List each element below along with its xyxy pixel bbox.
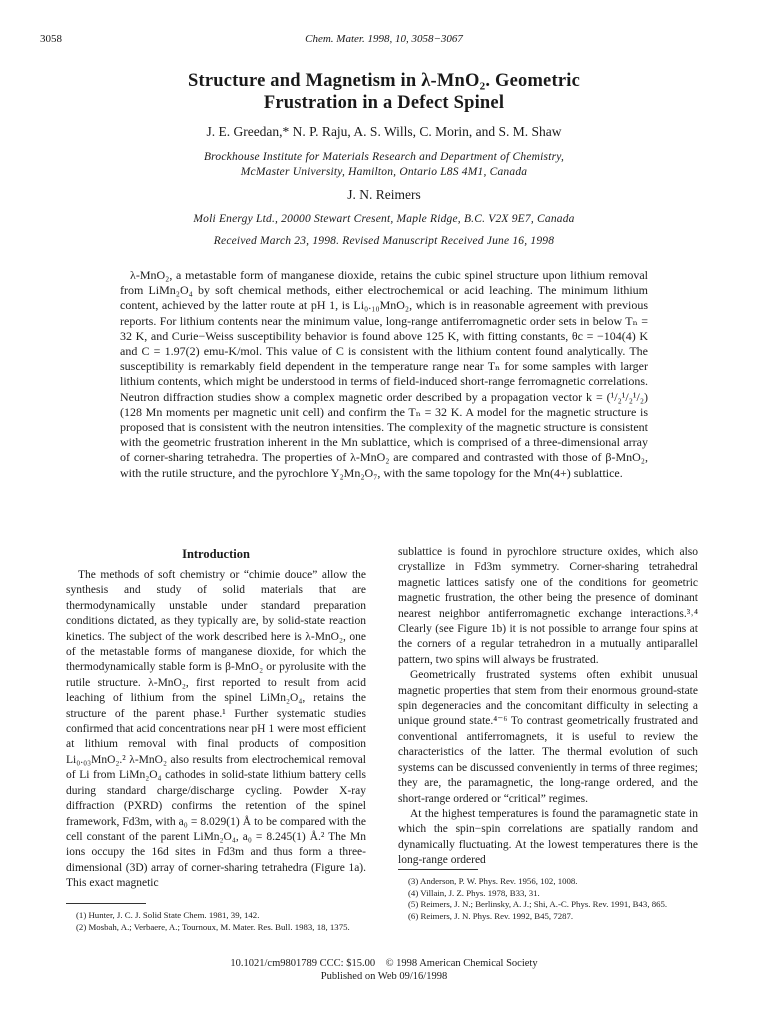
doi-copyright: 10.1021/cm9801789 CCC: $15.00 © 1998 American Chemical Society [230, 958, 538, 969]
page-footer [0, 958, 768, 983]
footnote: (1) Hunter, J. C. J. Solid State Chem. 1981, 39, 142. [76, 910, 260, 920]
right-paragraph-1: sublattice is found in pyrochlore structure oxides, which also crystallize in Fd3m symmetry. Corner-sharing tetrahedral magnetic lattices satisfy one of the conditions for geometric magnetic frustration, the other being the presence of dominant nearest neighbor antiferromagnetic exchange interactions.³˒⁴ Clearly (see Figure 1b) it is not possible to arrange four spins at the corners of a regular tetrahedron in a mutually antiparallel pattern, two spins will always be frustrated. [398, 546, 698, 666]
footnote: (3) Anderson, P. W. Phys. Rev. 1956, 102, 1008. [408, 876, 578, 886]
page-number: 3058 [40, 33, 62, 45]
affiliation-1 [40, 150, 728, 180]
footnote: (6) Reimers, J. N. Phys. Rev. 1992, B45, 7287. [408, 910, 574, 921]
footnote: (2) Mosbah, A.; Verbaere, A.; Tournoux, M. Mater. Res. Bull. 1983, 18, 1375. [76, 921, 350, 932]
journal-citation: Chem. Mater. 1998, 10, 3058−3067 [305, 33, 463, 45]
footnote: (4) Villain, J. Z. Phys. 1978, B33, 31. [408, 887, 540, 898]
affiliation-2: Moli Energy Ltd., 20000 Stewart Cresent, Maple Ridge, B.C. V2X 9E7, Canada [193, 213, 575, 225]
right-paragraph-3: At the highest temperatures is found the paramagnetic state in which the spin−spin correlations are spatially random and dynamically fluctuating. At the lowest temperatures there is the long-range ordered [398, 807, 698, 867]
footnote-divider-left [66, 903, 146, 904]
abstract: λ-MnO₂, a metastable form of manganese dioxide, retains the cubic spinel structure upon lithium removal from LiMn₂O₄ by soft chemical methods, either electrochemical or acid leaching. The minimum lithium content, achieved by the latter route at pH 1, is Li₀.₁₀MnO₂, which is in reasonable agreement with previous reports. For lithium contents near the minimum value, long-range antiferromagnetic order sets in below Tₙ = 32 K, and Curie−Weiss susceptibility behavior is found above 125 K, with fitting constants, θc = −104(4) K and C = 1.97(2) emu-K/mol. This value of C is consistent with the lithium content found analytically. The susceptibility is remarkably field dependent in the temperature range near Tₙ for some samples with larger lithium contents, which might be understood in terms of field-induced short-range ferromagnetic correlations. Neutron diffraction studies show a complex magnetic order described by a propagation vector k = (¹/₂¹/₂¹/₂)(128 Mn moments per magnetic unit cell) and confirm the Tₙ = 32 K. A model for the magnetic structure is proposed that is consistent with the neutron intensities. The complexity of the magnetic structure is consistent with the geometric frustration inherent in the Mn sublattice, which is comprised of a three-dimensional array of corner-sharing tetrahedra. The properties of λ-MnO₂ are compared and contrasted with those of β-MnO₂, with the rutile structure, and the pyrochlore Y₂Mn₂O₇, with the same topology for the Mn(4+) sublattice. [120, 268, 648, 480]
right-paragraph-2: Geometrically frustrated systems often exhibit unusual magnetic properties that stem from their enormous ground-state spin degeneracies and the concomitant difficulty in selecting a unique ground state.⁴⁻⁶ To contrast geometrically frustrated and conventional antiferromagnets, it is useful to review the characteristics of the latter. The thermal evolution of such systems can be discussed conveniently in terms of three regimes; they are, the paramagnetic, the long-range ordered, and the short-range ordered or “critical” regimes. [398, 669, 698, 805]
author-list: J. E. Greedan,* N. P. Raju, A. S. Wills, C. Morin, and S. M. Shaw [206, 124, 562, 139]
left-column-body [66, 568, 366, 892]
paper-title [60, 70, 708, 114]
affiliation-1-line-2: McMaster University, Hamilton, Ontario L8S 4M1, Canada [240, 166, 528, 178]
title-line-2: Frustration in a Defect Spinel [263, 93, 505, 113]
footnote: (5) Reimers, J. N.; Berlinsky, A. J.; Shi, A.-C. Phys. Rev. 1991, B43, 865. [408, 899, 668, 909]
affiliation-1-line-1: Brockhouse Institute for Materials Research and Department of Chemistry, [203, 151, 565, 163]
intro-paragraph-1: The methods of soft chemistry or “chimie douce” allow the synthesis and study of solid materials that are thermodynamically unstable under standard preparation conditions dictated, as they typically are, by solid-state reaction kinetics. The subject of the work described here is λ-MnO₂, one of the metastable forms of manganese dioxide, for which the thermodynamically stable form is β-MnO₂ or pyrolusite with the rutile structure. λ-MnO₂, first reported to result from acid leaching of lithium from the spinel LiMn₂O₄, retains the structure of the parent phase.¹ Further systematic studies confirmed that acid concentrations near pH 1 were most efficient at lithium removal with final products of composition Li₀.₀₃MnO₂.² λ-MnO₂ also results from electrochemical removal of Li from LiMn₂O₄ cathodes in solid-state lithium battery cells during standard charge/discharge cycling. Powder X-ray diffraction (PXRD) confirms the retention of the spinel framework, Fd3m, with a₀ = 8.029(1) Å to be compared with the cell constant of the parent LiMn₂O₄, a₀ = 8.245(1) Å.² The Mn ions occupy the 16d sites in Fd3m and thus form a three-dimensional (3D) array of corner-sharing tetrahedra (Figure 1a). This exact magnetic [66, 569, 366, 890]
section-heading-introduction: Introduction [182, 547, 250, 561]
footnote-divider-right [398, 869, 478, 870]
second-author-group: J. N. Reimers [347, 187, 421, 202]
title-line-1: Structure and Magnetism in λ-MnO₂. Geometric [187, 71, 580, 91]
publication-date: Published on Web 09/16/1998 [320, 970, 448, 982]
right-column-body [398, 545, 698, 869]
received-dates: Received March 23, 1998. Revised Manuscript Received June 16, 1998 [213, 235, 555, 247]
footnotes-left [66, 910, 366, 933]
footnotes-right [398, 876, 698, 922]
